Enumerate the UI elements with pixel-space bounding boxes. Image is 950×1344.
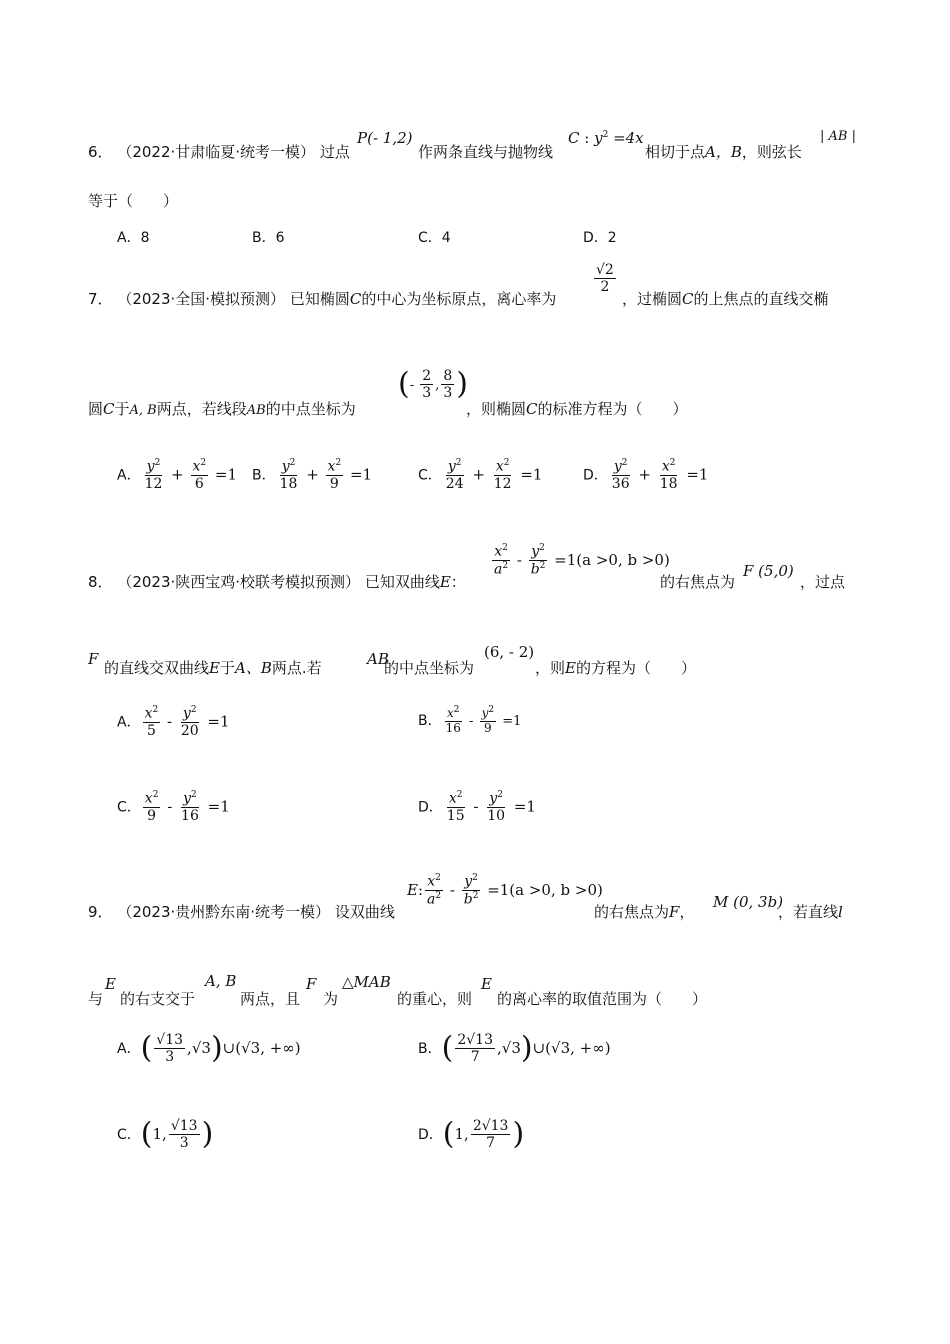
q9-option-c [117,1118,213,1151]
q7-line1 [88,288,556,309]
numerator: √2 [596,262,614,278]
numerator: $y^2$ [146,458,161,475]
denominator: 16 [181,807,199,824]
denominator: 16 [445,720,461,735]
option-label: C． [117,1127,141,1144]
numerator: 2√13 [457,1032,493,1048]
denominator: $a^2$ [494,560,509,578]
fraction [492,543,510,578]
equals-one: =1 [681,465,709,484]
fraction [179,790,201,824]
plus: + [467,465,490,484]
focus-f: F [669,903,680,921]
plus: + [633,465,656,484]
numerator: $x^2$ [192,458,207,475]
denominator: $b^2$ [463,890,479,908]
paren-left: ( [441,1030,454,1066]
paren-right: ) [210,1030,223,1066]
q6-option-a: A．8 [117,230,150,246]
exp: 2 [602,130,609,140]
q8-option-b [418,705,521,736]
q7-text6: 于 [114,400,130,418]
fraction [179,705,201,739]
denominator: 2 [600,279,610,296]
option-label: B． [418,1041,442,1058]
q9-text5: 与 [88,990,104,1008]
q9-line1 [88,901,395,922]
denominator: 6 [194,475,204,492]
denominator: 3 [422,385,432,402]
equals-one: =1 [509,797,536,816]
q7-option-a [117,458,237,492]
fraction [658,458,680,492]
denominator: $b^2$ [530,560,546,578]
denominator: 3 [179,1135,189,1152]
q8-points: A、B [234,659,272,677]
numerator: $x^2$ [448,790,463,807]
q8-text1: 已知双曲线 [364,573,440,591]
q9-line1b [594,901,694,922]
points-ab: A, B [129,403,157,418]
q6-number: 6． [88,143,113,161]
comma: , [435,378,440,394]
line-l: l [838,903,843,921]
fraction [169,1118,200,1151]
numerator: 2 [422,368,432,384]
q7-line2b [466,398,688,419]
equals-one: =1 [515,465,543,484]
q8-text5: 的直线交双曲线 [104,659,210,677]
q9-text3: ， [679,903,695,921]
q7-text8: 的中点坐标为 [265,400,356,418]
q9-text4: ，若直线 [778,903,839,921]
numerator: $x^2$ [495,458,510,475]
denominator: 10 [487,807,506,824]
numerator: $x^2$ [144,790,159,807]
q8-source: （2023·陕西宝鸡·校联考模拟预测） [117,573,361,591]
q6-point-p: P(- 1,2) [357,129,413,147]
minus: - [464,713,478,729]
plus: + [166,465,189,484]
denominator: 9 [147,807,157,824]
curve-c: C [568,129,580,147]
denominator: 3 [443,385,453,402]
q9-e2: E [481,975,492,993]
q9-source: （2023·贵州黔东南·统考一模） [117,903,331,921]
numerator: √13 [156,1032,184,1048]
q6-text2: 作两条直线与抛物线 [418,143,554,161]
q7-option-b [252,458,372,492]
minus: - [445,880,460,899]
one: 1, [454,1125,469,1144]
minus: - [409,378,419,394]
union: ∪ [222,1039,236,1058]
option-label: C． [418,467,442,484]
one: 1, [152,1125,167,1144]
q7-option-c [418,458,542,492]
option-label: D． [418,799,443,816]
condition: =1(a >0, b >0) [482,880,603,899]
q9-point-m: M (0, 3b) [713,893,784,911]
fraction [445,790,467,824]
eq: =4x [608,129,644,147]
q9-points-ab: A, B [205,972,237,990]
q8-text11: 的方程为（ ） [575,659,696,677]
fraction [594,262,616,295]
numerator: $y^2$ [281,458,296,475]
paren-right: ) [201,1116,214,1152]
denominator: 20 [180,722,199,739]
q9-text1: 设双曲线 [334,903,395,921]
option-label: D． [418,1127,443,1144]
numerator: $y^2$ [481,705,495,720]
numerator: $x^2$ [144,705,159,722]
q7-text10: 的标准方程为（ ） [537,400,688,418]
q6-chord-ab: | AB | [820,129,856,144]
q8-equation [490,543,670,578]
fraction [485,790,507,824]
q6-line2: 等于（ ） [88,192,179,210]
denominator: 5 [146,722,156,739]
fraction [441,368,454,401]
option-label: A． [117,714,141,731]
q9-text2: 的右焦点为 [594,903,670,921]
q7-text9: ，则椭圆 [466,400,527,418]
ellipse-c: C [349,290,362,308]
q8-text6: 于 [219,659,235,677]
equals-one: =1 [345,465,373,484]
fraction [444,458,466,492]
numerator: $y^2$ [464,873,478,890]
fraction [529,543,548,578]
q9-option-d [418,1118,524,1151]
q8-option-c [117,790,230,824]
colon: : [579,129,595,147]
q7-midpoint [398,368,468,401]
fraction [471,1118,511,1151]
numerator: $x^2$ [661,458,676,475]
q8-focus-f: F [88,650,99,668]
q8-text8: 两点.若 [271,659,322,677]
minus: - [512,550,527,569]
numerator: $y^2$ [613,458,628,475]
fraction [610,458,632,492]
q9-f: F [306,975,317,993]
equals-one: =1 [498,713,522,729]
q7-eccentricity [592,262,618,295]
fraction [143,790,161,824]
q7-text2: 的中心为坐标原点，离心率为 [361,290,557,308]
condition: =1(a >0, b >0) [549,550,670,569]
q9-option-b: B．( $\frac{2√13}{7}$ ,√3)∪(√3, +∞) [418,1030,611,1066]
denominator: 15 [446,807,465,824]
sqrt3: √3 [191,1039,211,1058]
q9-text8: 为 [323,990,339,1008]
var-y: y [594,129,603,147]
paren-right: ) [456,366,468,402]
fraction [154,1032,185,1065]
numerator: $x^2$ [427,873,441,890]
fraction [492,458,514,492]
minus: - [468,797,484,816]
paren-left: ( [140,1030,153,1066]
q9-line1c [778,901,843,922]
paren-right: ) [512,1116,525,1152]
denominator: $a^2$ [427,890,442,908]
q9-number: 9． [88,903,113,921]
hyperbola-e: E [439,573,451,591]
sqrt3: √3 [501,1039,521,1058]
fraction [326,458,344,492]
segment-ab: AB [246,403,266,418]
q8-focus: F (5,0) [743,562,794,580]
q6-source: （2022·甘肃临夏·统考一模） [117,143,316,161]
q6-option-d: D．2 [583,230,617,246]
interval-inf: (√3, +∞) [545,1039,611,1058]
fraction [420,368,433,401]
q9-text9: 的重心，则 [397,990,473,1008]
numerator: $y^2$ [531,543,545,560]
paren-left: ( [140,1116,153,1152]
numerator: 8 [443,368,453,384]
q8-text9: 的中点坐标为 [384,659,475,677]
q7-line1b [622,288,829,309]
q8-text4: ，过点 [800,573,846,591]
numerator: √13 [170,1118,198,1134]
q7-text4: 的上焦点的直线交椭 [693,290,829,308]
q8-midpoint: (6, - 2) [484,643,535,661]
q6-points: A，B [705,143,742,161]
denominator: 24 [445,475,464,492]
denominator: 18 [659,475,678,492]
denominator: 3 [165,1049,175,1066]
option-label: B． [252,467,276,484]
equals-one: =1 [202,797,230,816]
numerator: $x^2$ [494,543,508,560]
q8-option-a [117,705,230,739]
q8-line2b [535,657,696,678]
denominator: 12 [493,475,512,492]
numerator: $y^2$ [182,705,197,722]
q9-triangle: △MAB [342,973,391,991]
numerator: $y^2$ [447,458,462,475]
q9-text10: 的离心率的取值范围为（ ） [497,990,708,1008]
q6-parabola [568,129,644,147]
numerator: 2√13 [472,1118,509,1134]
numerator: $y^2$ [183,790,197,807]
q6-option-c: C．4 [418,230,451,246]
q9-text7: 两点，且 [240,990,301,1008]
option-label: D． [583,467,608,484]
denominator: 9 [484,720,492,735]
q7-number: 7． [88,290,113,308]
denominator: 12 [144,475,163,492]
paren-right: ) [520,1030,533,1066]
q9-equation: E: $\frac{x^2}{a^2}$ - $\frac{y^2}{b^2}$ =1(a >0, b >0) [407,873,603,908]
fraction [444,705,463,736]
fraction [278,458,300,492]
plus: + [301,465,324,484]
option-label: C． [117,799,141,816]
paren-left: ( [442,1116,455,1152]
q6-option-b: B．6 [252,230,285,246]
q9-option-a: A．( $\frac{√13}{3}$ ,√3)∪(√3, +∞) [117,1030,301,1066]
q7-text3: ，过椭圆 [622,290,683,308]
equals-one: =1 [210,465,238,484]
ellipse-c: C [682,290,694,308]
q8-ab: AB [367,650,389,668]
fraction [191,458,209,492]
numerator: $x^2$ [327,458,342,475]
q9-text6: 的右支交于 [120,990,196,1008]
q6-text3 [645,141,802,162]
hyperbola-e: E [209,659,220,677]
q6-text: 过点 [319,143,350,161]
q8-text3: 的右焦点为 [660,573,736,591]
q7-text: 已知椭圆 [289,290,350,308]
hyperbola-e: E [407,880,418,899]
denominator: 9 [329,475,339,492]
denominator: 18 [279,475,298,492]
fraction [462,873,481,908]
numerator: $y^2$ [489,790,503,807]
fraction [455,1032,495,1065]
option-label: A． [117,1041,141,1058]
fraction [143,705,161,739]
ellipse-c: C [103,400,115,418]
q8-line1 [88,571,466,592]
denominator: 7 [486,1135,496,1152]
q8-text10: ，则 [535,659,566,677]
fraction [143,458,165,492]
fraction [425,873,443,908]
interval-inf: (√3, +∞) [235,1039,301,1058]
q6-text3b: ，则弦长 [741,143,802,161]
q8-option-d [418,790,536,824]
q8-line2 [104,657,322,678]
q6-text3a: 相切于点 [645,143,706,161]
fraction [480,705,497,736]
minus: - [162,797,178,816]
q7-text7: 两点，若线段 [156,400,247,418]
q7-option-d [583,458,708,492]
q7-line2 [88,398,356,419]
option-label: A． [117,467,141,484]
q8-number: 8． [88,573,113,591]
minus: - [162,712,177,731]
q8-text2: ： [450,573,466,591]
q7-text5: 圆 [88,400,104,418]
denominator: 36 [611,475,630,492]
q7-source: （2023·全国·模拟预测） [117,290,286,308]
union: ∪ [532,1039,546,1058]
option-label: B． [418,712,442,729]
paren-left: ( [398,366,410,402]
ellipse-c: C [526,400,538,418]
q9-e: E [105,975,116,993]
denominator: 7 [470,1049,480,1066]
numerator: $x^2$ [446,705,460,720]
hyperbola-e: E [565,659,576,677]
equals-one: =1 [202,712,230,731]
q6-line1 [88,141,350,162]
